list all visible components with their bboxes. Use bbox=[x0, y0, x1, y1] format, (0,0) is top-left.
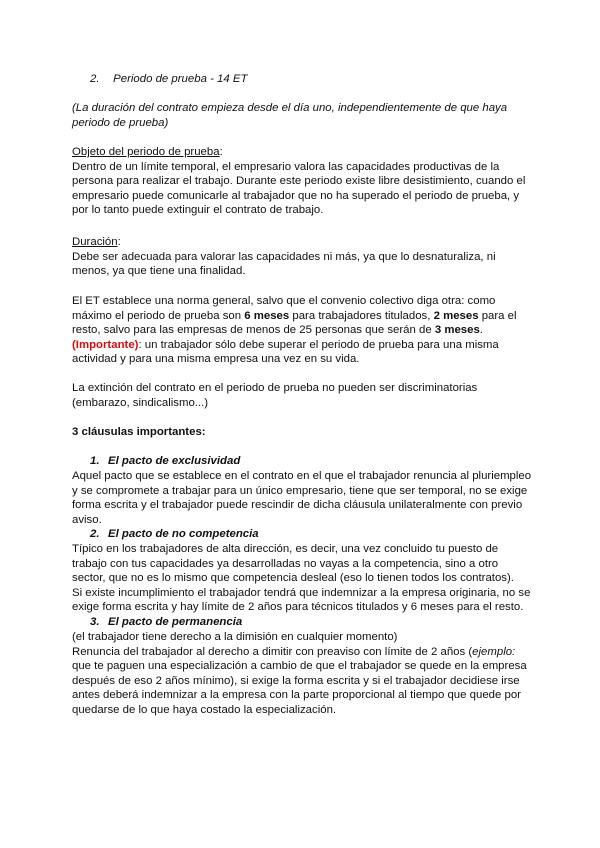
clausula-2-body bbox=[72, 542, 532, 615]
important-label: (Importante) bbox=[72, 338, 139, 351]
important-text: : un trabajador sólo debe superar el periodo de prueba para una misma actividad y para una misma empresa una vez en su vida. bbox=[72, 338, 499, 366]
norma-bold-6-meses: 6 meses bbox=[244, 309, 290, 322]
norma-paragraph bbox=[72, 294, 532, 367]
objeto-body: Dentro de un límite temporal, el empresario valora las capacidades productivas de la persona para realizar el trabajo. Durante este periodo existe libre desistimiento, cuando el empresario puede comunicarle al trabajador que no ha superado el periodo de prueba, y por lo tanto puede extinguir el contrato de trabajo. bbox=[72, 160, 526, 217]
clausula-1-title: El pacto de exclusividad bbox=[108, 455, 241, 467]
duracion-body: Debe ser adecuada para valorar las capacidades ni más, ya que lo desnaturaliza, ni menos, ya que tiene una finalidad. bbox=[72, 250, 496, 278]
norma-bold-2-meses: 2 meses bbox=[433, 309, 479, 322]
section-number: 2. bbox=[90, 73, 100, 85]
clausula-2-number: 2. bbox=[90, 528, 100, 540]
clausula-2-text-2: Si existe incumplimiento el trabajador tendrá que indemnizar a la empresa originaria, no se exige forma escrita y hay límite de 2 años para técnicos titulados y 6 meses para el resto. bbox=[72, 586, 531, 614]
clausula-2-text: Típico en los trabajadores de alta dirección, es decir, una vez concluido tu puesto de trabajo con tus capacidades ya desarrolladas no vayas a la competencia, sino a otro sector, que no es lo mismo que competencia desleal (eso lo tienen todos los contratos). bbox=[72, 543, 514, 585]
clausula-3-body bbox=[72, 630, 532, 718]
clausula-1-heading bbox=[90, 454, 240, 469]
objeto-section bbox=[72, 145, 532, 218]
extincion-paragraph: La extinción del contrato en el periodo de prueba no pueden ser discriminatorias (embarazo, sindicalismo...) bbox=[72, 382, 478, 409]
clausulas-title: 3 cláusulas importantes: bbox=[72, 426, 206, 438]
clausula-3-heading bbox=[90, 615, 242, 630]
duracion-section bbox=[72, 235, 532, 279]
clausula-3-title: El pacto de permanencia bbox=[108, 616, 243, 628]
clausula-3-example-label: ejemplo: bbox=[472, 645, 516, 658]
duracion-colon: : bbox=[117, 236, 121, 248]
clausula-3-number: 3. bbox=[90, 616, 100, 628]
section-title: Periodo de prueba - 14 ET bbox=[113, 73, 248, 85]
clausula-3-text: (el trabajador tiene derecho a la dimisión en cualquier momento) bbox=[72, 631, 398, 643]
norma-text-2: para trabajadores titulados, bbox=[289, 309, 434, 322]
clausula-3-text-2a: Renuncia del trabajador al derecho a dimitir con preaviso con límite de 2 años ( bbox=[72, 645, 473, 658]
clausula-2-heading bbox=[90, 527, 259, 542]
norma-text-1: El ET establece una norma general, salvo que el convenio colectivo diga otra: como máximo el periodo de prueba son bbox=[72, 295, 496, 322]
clausula-1-body: Aquel pacto que se establece en el contrato en el que el trabajador renuncia al pluriempleo y se compromete a trabajar para un único empresario, tiene que ser temporal, no se exige forma escrita y el trabajador puede rescindir de dicha cláusula unilateralmente con previo aviso. bbox=[72, 470, 532, 526]
section-heading bbox=[90, 72, 247, 87]
duracion-title: Duración bbox=[72, 236, 118, 248]
clausula-1-number: 1. bbox=[90, 455, 100, 467]
clausula-3-text-2b: que te paguen una especialización a cambio de que el trabajador se quede en la empresa después de eso 2 años mínimo), si exige la forma escrita y si el trabajador decidiese irse antes deberá indemnizar a la empresa con la parte proporcional al tiempo que quede por quedarse de lo que haya costado la especialización. bbox=[72, 660, 527, 716]
duration-note: (La duración del contrato empieza desde el día uno, independientemente de que haya periodo de prueba) bbox=[72, 102, 508, 129]
norma-bold-3-meses: 3 meses bbox=[434, 324, 480, 337]
norma-text-3: para el resto, salvo para las empresas de menos de 25 personas que serán de bbox=[72, 309, 517, 337]
objeto-colon: : bbox=[219, 146, 223, 158]
objeto-title: Objeto del periodo de prueba bbox=[72, 146, 220, 158]
norma-text-4: . bbox=[479, 324, 483, 337]
clausula-2-title: El pacto de no competencia bbox=[108, 528, 259, 540]
